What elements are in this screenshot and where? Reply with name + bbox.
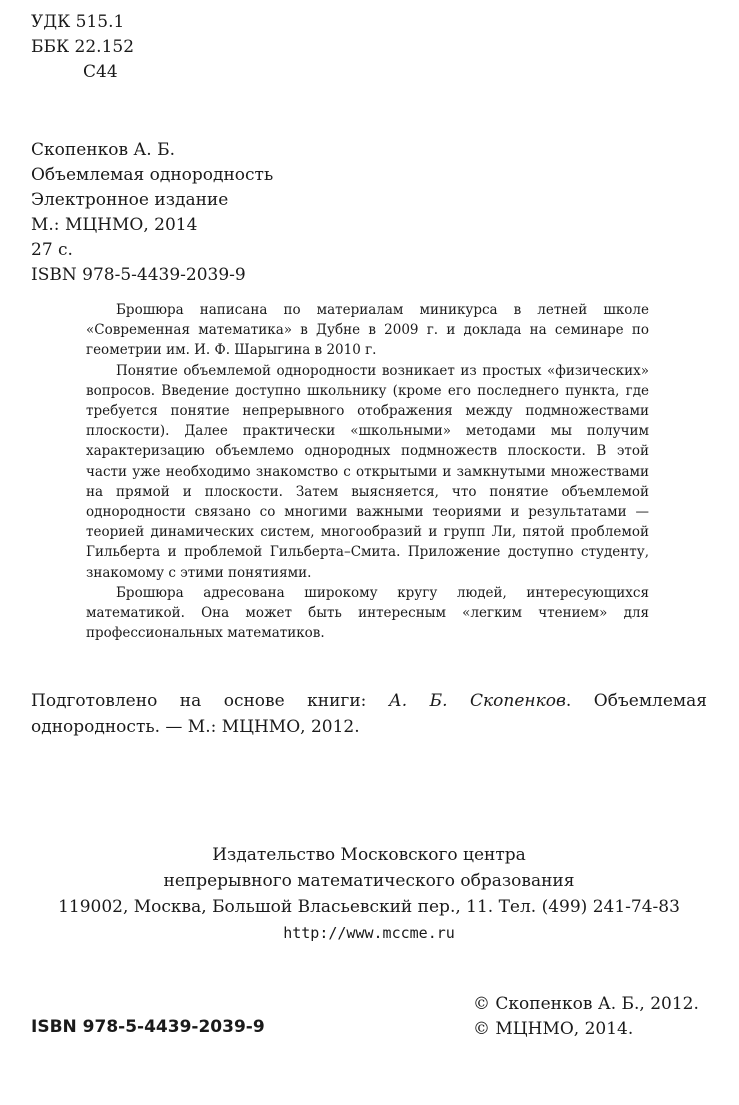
author-mark: С44 <box>83 62 118 82</box>
abstract-paragraph: Брошюра адресована широкому кругу людей, интересующихся математикой. Она может быть интересным «легким чтением» для профессиональных математиков. <box>86 584 649 642</box>
book-title: Объемлемая однородность <box>31 165 274 185</box>
source-note-suffix: . Объемлемая однородность. — М.: МЦНМО, 2012. <box>31 691 707 737</box>
author-name: Скопенков А. Б. <box>31 140 176 160</box>
edition-type: Электронное издание <box>31 190 229 210</box>
bbk-code: ББК 22.152 <box>31 37 135 57</box>
isbn-footer: ISBN 978-5-4439-2039-9 <box>31 1017 265 1037</box>
publisher-address: 119002, Москва, Большой Власьевский пер., 11. Тел. (499) 241-74-83 <box>58 897 680 917</box>
publisher-line: Издательство Московского центра <box>212 845 526 865</box>
abstract <box>86 300 649 643</box>
copyright-author: © Скопенков А. Б., 2012. <box>473 994 699 1014</box>
publisher-line: непрерывного математического образования <box>163 871 575 891</box>
bibliographic-record <box>31 138 273 288</box>
source-note-prefix: Подготовлено на основе книги: <box>31 691 389 711</box>
udk-code: УДК 515.1 <box>31 12 125 32</box>
abstract-paragraph: Понятие объемлемой однородности возникает из простых «физических» вопросов. Введение доступно школьнику (кроме его последнего пункта, где требуется понятие непрерывного отображения между подмножествами плоскости). Далее практически «школьными» методами мы получим характеризацию объемлемо однородных подмножеств плоскости. В этой части уже необходимо знакомство с открытыми и замкнутыми множествами на прямой и плоскости. Затем выясняется, что понятие объемлемой однородности связано со многими важными теориями и результатами — теорией динамических систем, многообразий и групп Ли, пятой проблемой Гильберта и проблемой Гильберта–Смита. Приложение доступно студенту, знакомому с этими понятиями. <box>86 362 649 581</box>
isbn-record: ISBN 978-5-4439-2039-9 <box>31 265 246 285</box>
copyright-publisher: © МЦНМО, 2014. <box>473 1019 634 1039</box>
publisher-url: http://www.mccme.ru <box>283 924 455 942</box>
publisher-info <box>31 842 707 946</box>
publisher-year: М.: МЦНМО, 2014 <box>31 215 198 235</box>
copyright-block <box>473 992 699 1042</box>
source-note-author: А. Б. Скопенков <box>388 691 566 711</box>
source-note <box>31 688 707 740</box>
abstract-paragraph: Брошюра написана по материалам миникурса в летней школе «Современная математика» в Дубне в 2009 г. и доклада на семинаре по геометрии им. И. Ф. Шарыгина в 2010 г. <box>86 302 649 359</box>
page-count: 27 с. <box>31 240 73 260</box>
classification-codes <box>31 10 134 85</box>
